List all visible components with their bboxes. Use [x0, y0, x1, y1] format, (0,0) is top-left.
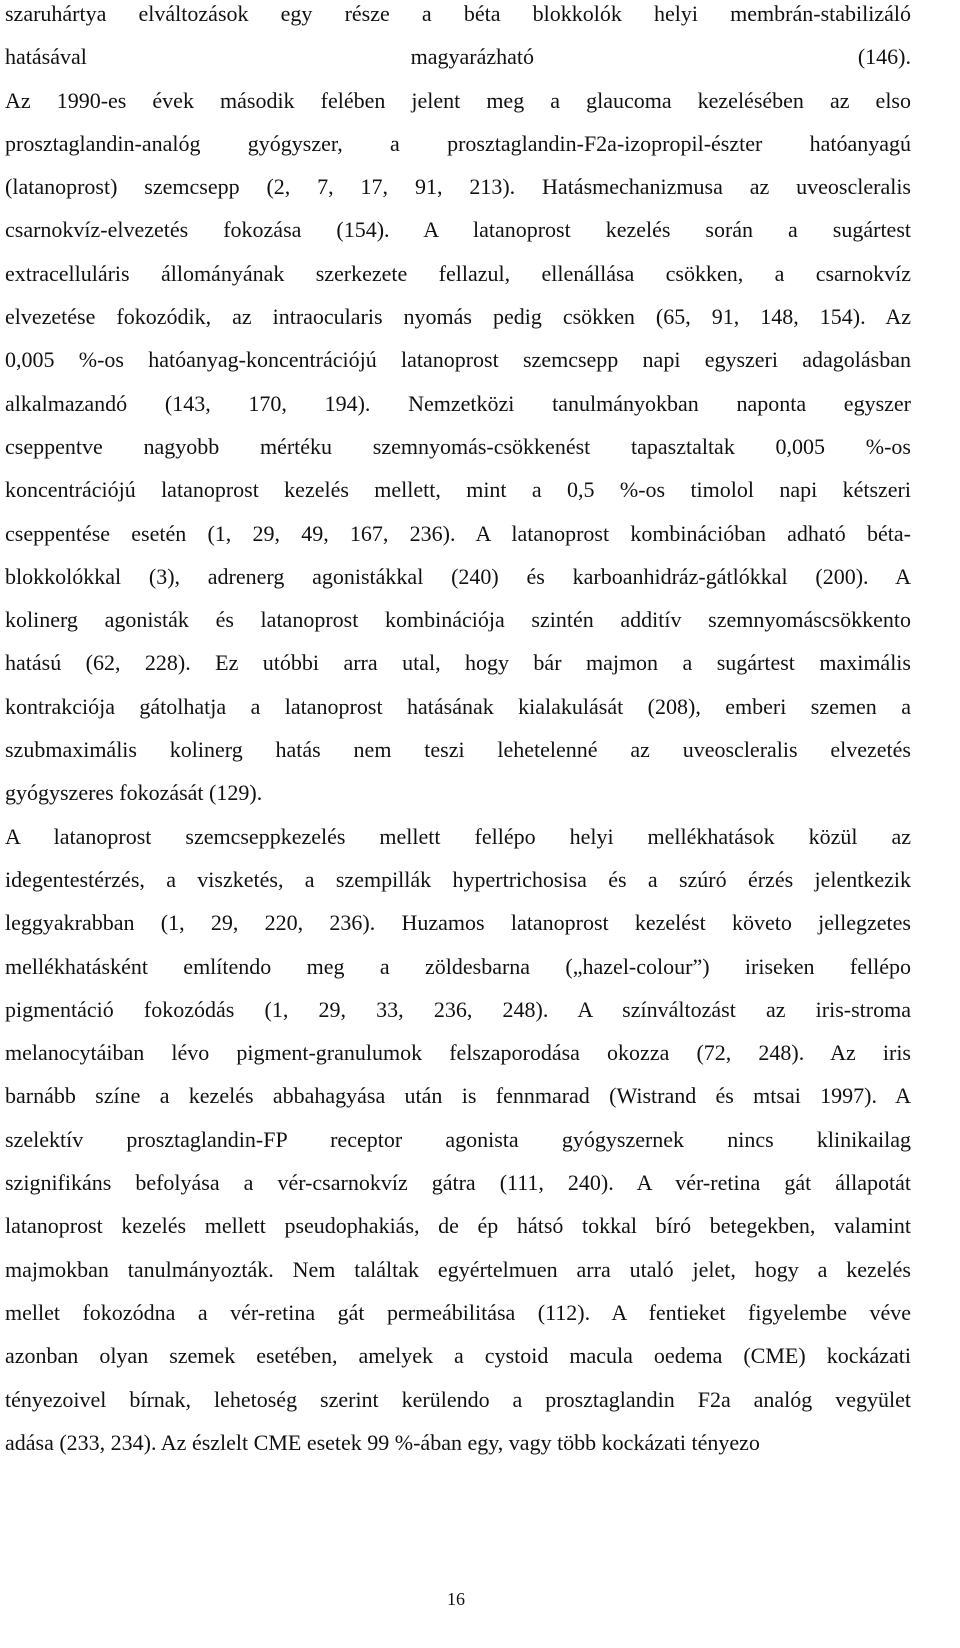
text-line: azonban olyan szemek esetében, amelyek a cystoid macula oedema (CME) kockázati [5, 1343, 911, 1369]
text-line: (latanoprost) szemcsepp (2, 7, 17, 91, 213). Hatásmechanizmusa az uveoscleralis [5, 174, 911, 200]
text-line: kolinerg agonisták és latanoprost kombinációja szintén additív szemnyomáscsökkento [5, 607, 911, 633]
text-line: kontrakciója gátolhatja a latanoprost hatásának kialakulását (208), emberi szemen a [5, 693, 911, 719]
text-line: 0,005 %-os hatóanyag-koncentrációjú latanoprost szemcsepp napi egyszeri adagolásban [5, 347, 911, 373]
paragraph [5, 815, 911, 1464]
text-line: mellékhatásként említendo meg a zöldesbarna („hazel-colour”) iriseken fellépo [5, 953, 911, 979]
text-line: A latanoprost szemcseppkezelés mellett fellépo helyi mellékhatások közül az [5, 823, 911, 849]
text-line: szignifikáns befolyása a vér-csarnokvíz gátra (111, 240). A vér-retina gát állapotát [5, 1170, 911, 1196]
text-line: hatású (62, 228). Ez utóbbi arra utal, hogy bár majmon a sugártest maximális [5, 650, 911, 676]
text-line: szelektív prosztaglandin-FP receptor agonista gyógyszernek nincs klinikailag [5, 1126, 911, 1152]
text-line: szubmaximális kolinerg hatás nem teszi lehetelenné az uveoscleralis elvezetés [5, 737, 911, 763]
text-line: csarnokvíz-elvezetés fokozása (154). A latanoprost kezelés során a sugártest [5, 217, 911, 243]
body-text [5, 0, 911, 1464]
text-line: extracelluláris állományának szerkezete fellazul, ellenállása csökken, a csarnokvíz [5, 260, 911, 286]
text-line: latanoprost kezelés mellett pseudophakiás, de ép hátsó tokkal bíró betegekben, valamint [5, 1213, 911, 1239]
text-line: prosztaglandin-analóg gyógyszer, a prosztaglandin-F2a-izopropil-észter hatóanyagú [5, 130, 911, 156]
text-line: gyógyszeres fokozását (129). [5, 780, 263, 806]
text-line: blokkolókkal (3), adrenerg agonistákkal (240) és karboanhidráz-gátlókkal (200). A [5, 563, 911, 589]
text-line: Az 1990-es évek második felében jelent meg a glaucoma kezelésében az elso [5, 87, 911, 113]
text-line: mellet fokozódna a vér-retina gát permeábilitása (112). A fentieket figyelembe véve [5, 1299, 911, 1325]
text-line: pigmentáció fokozódás (1, 29, 33, 236, 248). A színváltozást az iris-stroma [5, 996, 911, 1022]
text-line: cseppentve nagyobb mértéku szemnyomás-csökkenést tapasztaltak 0,005 %-os [5, 433, 911, 459]
text-line: szaruhártya elváltozások egy része a béta blokkolók helyi membrán-stabilizáló [5, 1, 911, 26]
text-line: melanocytáiban lévo pigment-granulumok felszaporodása okozza (72, 248). Az iris [5, 1040, 911, 1066]
text-line: hatásával magyarázható (146). [5, 44, 911, 70]
text-line: alkalmazandó (143, 170, 194). Nemzetközi tanulmányokban naponta egyszer [5, 390, 911, 416]
page-number: 16 [447, 1589, 465, 1609]
text-line: elvezetése fokozódik, az intraocularis nyomás pedig csökken (65, 91, 148, 154). Az [5, 304, 911, 330]
paragraph [5, 0, 911, 815]
text-line: barnább színe a kezelés abbahagyása után is fennmarad (Wistrand és mtsai 1997). A [5, 1083, 911, 1109]
text-line: tényezoivel bírnak, lehetoség szerint kerülendo a prosztaglandin F2a analóg vegyület [5, 1386, 911, 1412]
text-line: adása (233, 234). Az észlelt CME esetek 99 %-ában egy, vagy több kockázati tényezo [5, 1429, 760, 1455]
text-line: leggyakrabban (1, 29, 220, 236). Huzamos latanoprost kezelést követo jellegzetes [5, 910, 911, 936]
text-line: koncentrációjú latanoprost kezelés mellett, mint a 0,5 %-os timolol napi kétszeri [5, 477, 911, 503]
text-line: majmokban tanulmányozták. Nem találtak egyértelmuen arra utaló jelet, hogy a kezelés [5, 1256, 911, 1282]
text-line: cseppentése esetén (1, 29, 49, 167, 236). A latanoprost kombinációban adható béta- [5, 520, 911, 546]
text-line: idegentestérzés, a viszketés, a szempillák hypertrichosisa és a szúró érzés jelentkezik [5, 866, 911, 892]
